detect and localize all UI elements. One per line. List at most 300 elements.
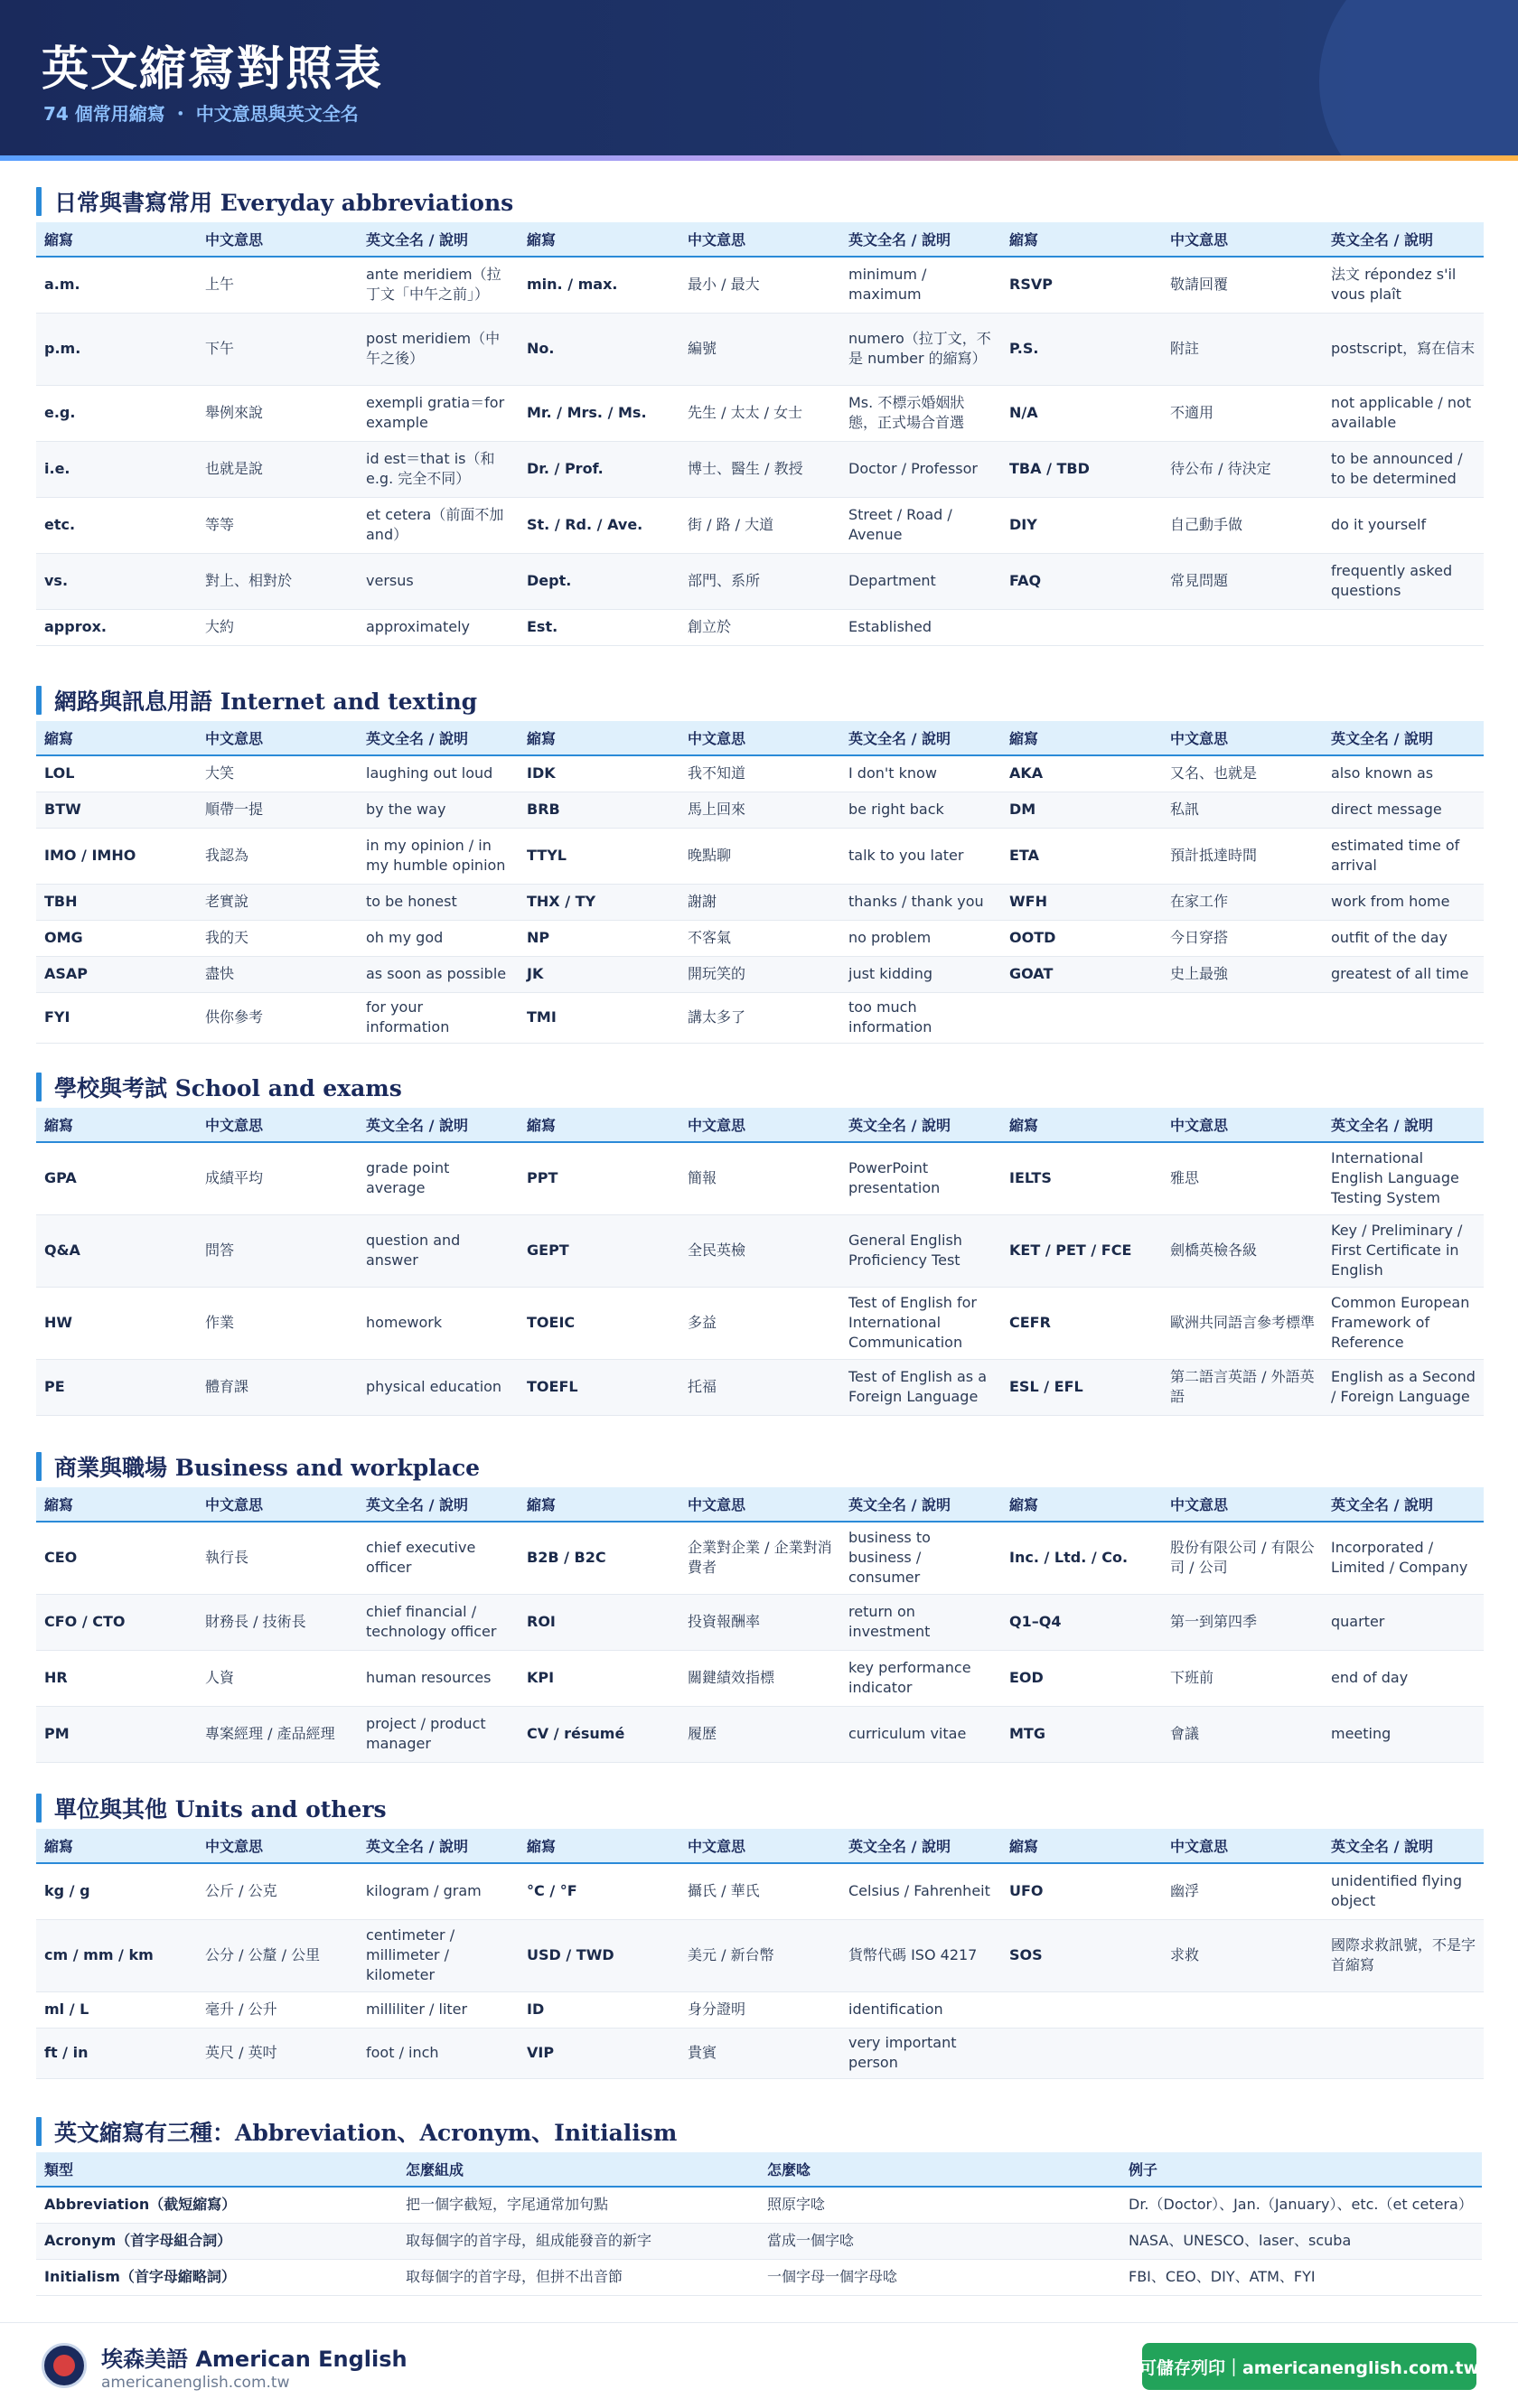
abbr-cell: approx. [36,609,197,645]
en-cell: unidentified flying object [1323,1863,1484,1919]
zh-cell: 下午 [197,313,358,385]
en-cell: greatest of all time [1323,956,1484,992]
abbr-cell: St. / Rd. / Ave. [519,497,679,553]
section-heading [36,2111,1482,2152]
table-header-row [36,1487,1484,1522]
en-cell: not applicable / not available [1323,385,1484,441]
abbr-cell: ASAP [36,956,197,992]
en-cell: Key / Preliminary / First Certificate in English [1323,1214,1484,1287]
zh-cell: 開玩笑的 [679,956,840,992]
zh-cell: 求救 [1162,1919,1323,1991]
en-cell: direct message [1323,792,1484,828]
zh-cell: 自己動手做 [1162,497,1323,553]
zh-cell: 老實說 [197,884,358,920]
abbr-cell: Dr. / Prof. [519,441,679,497]
en-cell: 國際求救訊號，不是字首縮寫 [1323,1919,1484,1991]
abbreviation-table [36,721,1484,1044]
column-header-zh: 中文意思 [1162,222,1323,257]
zh-cell: 第一到第四季 [1162,1594,1323,1650]
abbr-cell: i.e. [36,441,197,497]
column-header: 怎麼唸 [759,2152,1120,2187]
zh-cell: 雅思 [1162,1142,1323,1214]
abbreviation-table [36,1487,1484,1763]
en-cell: Celsius / Fahrenheit [840,1863,1001,1919]
column-header-zh: 中文意思 [197,721,358,755]
abbr-cell: TOEIC [519,1287,679,1359]
en-cell: homework [358,1287,519,1359]
table-row [36,1991,1484,2028]
abbr-cell: GEPT [519,1214,679,1287]
detail-cell: 取每個字的首字母，但拼不出音節 [398,2259,759,2295]
en-cell: to be announced / to be determined [1323,441,1484,497]
zh-cell: 問答 [197,1214,358,1287]
column-header-abbr: 縮寫 [1001,1108,1162,1142]
en-cell: chief executive officer [358,1522,519,1594]
zh-cell: 人資 [197,1650,358,1706]
zh-cell [1162,1991,1323,2028]
column-header-zh: 中文意思 [197,1108,358,1142]
abbr-cell: HR [36,1650,197,1706]
en-cell: I don't know [840,755,1001,792]
zh-cell: 創立於 [679,609,840,645]
column-header-en: 英文全名 / 說明 [1323,1829,1484,1863]
column-header: 怎麼組成 [398,2152,759,2187]
page-header [0,0,1518,155]
abbr-cell: a.m. [36,257,197,313]
page-title: 英文縮寫對照表 [42,42,384,97]
zh-cell: 身分證明 [679,1991,840,2028]
table-row [36,609,1484,645]
column-header-zh: 中文意思 [679,1829,840,1863]
table-row [36,553,1484,609]
zh-cell [1162,992,1323,1043]
detail-cell: Dr.（Doctor）、Jan.（January）、etc.（et cetera） [1120,2187,1482,2223]
en-cell: outfit of the day [1323,920,1484,956]
column-header-zh: 中文意思 [197,1829,358,1863]
abbr-cell: KET / PET / FCE [1001,1214,1162,1287]
en-cell: Doctor / Professor [840,441,1001,497]
abbr-cell: PE [36,1359,197,1415]
zh-cell: 簡報 [679,1142,840,1214]
column-header-en: 英文全名 / 說明 [840,1487,1001,1522]
zh-cell: 大約 [197,609,358,645]
abbr-cell: PPT [519,1142,679,1214]
en-cell: Test of English as a Foreign Language [840,1359,1001,1415]
abbr-cell: ID [519,1991,679,2028]
abbr-cell: Inc. / Ltd. / Co. [1001,1522,1162,1594]
zh-cell: 私訊 [1162,792,1323,828]
en-cell: ante meridiem（拉丁文「中午之前」） [358,257,519,313]
section-title: 單位與其他 Units and others [54,1796,387,1822]
en-cell: physical education [358,1359,519,1415]
abbr-cell: BRB [519,792,679,828]
en-cell: estimated time of arrival [1323,828,1484,884]
zh-cell: 投資報酬率 [679,1594,840,1650]
zh-cell: 先生 / 太太 / 女士 [679,385,840,441]
zh-cell: 多益 [679,1287,840,1359]
en-cell [1323,1991,1484,2028]
abbr-cell: TOEFL [519,1359,679,1415]
type-cell: Acronym（首字母組合詞） [36,2223,398,2259]
zh-cell: 公斤 / 公克 [197,1863,358,1919]
zh-cell: 街 / 路 / 大道 [679,497,840,553]
en-cell: thanks / thank you [840,884,1001,920]
abbr-cell: CEFR [1001,1287,1162,1359]
abbr-cell: ml / L [36,1991,197,2028]
section-accent-bar [36,187,42,216]
zh-cell: 舉例來說 [197,385,358,441]
abbreviation-table [36,1829,1484,2079]
table-row [36,956,1484,992]
column-header-zh: 中文意思 [679,1487,840,1522]
table-row [36,884,1484,920]
column-header-zh: 中文意思 [679,222,840,257]
abbr-cell: SOS [1001,1919,1162,1991]
abbr-cell: UFO [1001,1863,1162,1919]
zh-cell: 企業對企業 / 企業對消費者 [679,1522,840,1594]
detail-cell: 當成一個字唸 [759,2223,1120,2259]
abbr-cell: p.m. [36,313,197,385]
column-header-abbr: 縮寫 [1001,222,1162,257]
zh-cell: 博士、醫生 / 教授 [679,441,840,497]
table-row [36,257,1484,313]
abbr-cell [1001,609,1162,645]
zh-cell: 關鍵績效指標 [679,1650,840,1706]
abbr-cell: FAQ [1001,553,1162,609]
abbr-cell: HW [36,1287,197,1359]
column-header-abbr: 縮寫 [1001,1487,1162,1522]
en-cell: postscript，寫在信末 [1323,313,1484,385]
column-header-en: 英文全名 / 說明 [840,1829,1001,1863]
abbr-cell: etc. [36,497,197,553]
section-title: 日常與書寫常用 Everyday abbreviations [54,190,514,216]
abbr-cell: ETA [1001,828,1162,884]
column-header-abbr: 縮寫 [519,1829,679,1863]
column-header-en: 英文全名 / 說明 [358,1108,519,1142]
column-header-en: 英文全名 / 說明 [358,1829,519,1863]
column-header-zh: 中文意思 [679,721,840,755]
en-cell: Established [840,609,1001,645]
zh-cell [1162,2028,1323,2078]
zh-cell: 歐洲共同語言參考標準 [1162,1287,1323,1359]
zh-cell: 貴賓 [679,2028,840,2078]
en-cell: too much information [840,992,1001,1043]
en-cell: very important person [840,2028,1001,2078]
column-header: 類型 [36,2152,398,2187]
column-header-abbr: 縮寫 [36,1829,197,1863]
en-cell [1323,2028,1484,2078]
column-header-en: 英文全名 / 說明 [840,1108,1001,1142]
en-cell: Incorporated / Limited / Company [1323,1522,1484,1594]
zh-cell: 下班前 [1162,1650,1323,1706]
detail-cell: FBI、CEO、DIY、ATM、FYI [1120,2259,1482,2295]
column-header-zh: 中文意思 [197,222,358,257]
section-heading [36,181,1482,222]
en-cell: quarter [1323,1594,1484,1650]
abbr-cell: OMG [36,920,197,956]
en-cell: be right back [840,792,1001,828]
section-accent-bar [36,2117,42,2146]
zh-cell: 體育課 [197,1359,358,1415]
abbr-cell: KPI [519,1650,679,1706]
abbr-cell: ft / in [36,2028,197,2078]
en-cell: grade point average [358,1142,519,1214]
zh-cell: 成績平均 [197,1142,358,1214]
abbr-cell: e.g. [36,385,197,441]
abbr-cell: Mr. / Mrs. / Ms. [519,385,679,441]
abbr-cell: CFO / CTO [36,1594,197,1650]
page-footer [0,2322,1518,2408]
table-row [36,1359,1484,1415]
abbr-cell [1001,2028,1162,2078]
en-cell: foot / inch [358,2028,519,2078]
type-cell: Initialism（首字母縮略詞） [36,2259,398,2295]
save-print-button[interactable]: 可儲存列印｜americanenglish.com.tw [1142,2343,1476,2390]
section-accent-bar [36,686,42,715]
abbr-cell: CV / résumé [519,1706,679,1762]
abbr-cell: GOAT [1001,956,1162,992]
table-row [36,2259,1482,2295]
column-header-abbr: 縮寫 [519,721,679,755]
column-header-abbr: 縮寫 [1001,1829,1162,1863]
zh-cell: 馬上回來 [679,792,840,828]
column-header-abbr: 縮寫 [1001,721,1162,755]
abbr-cell: Est. [519,609,679,645]
column-header-en: 英文全名 / 說明 [358,1487,519,1522]
table-row [36,920,1484,956]
table-header-row [36,222,1484,257]
brand-logo-icon [42,2343,87,2388]
column-header-abbr: 縮寫 [36,222,197,257]
table-row [36,1594,1484,1650]
zh-cell: 在家工作 [1162,884,1323,920]
zh-cell: 攝氏 / 華氏 [679,1863,840,1919]
abbr-cell: CEO [36,1522,197,1594]
abbr-cell: OOTD [1001,920,1162,956]
zh-cell: 幽浮 [1162,1863,1323,1919]
abbr-cell: RSVP [1001,257,1162,313]
column-header-en: 英文全名 / 說明 [1323,1487,1484,1522]
en-cell: 貨幣代碼 ISO 4217 [840,1919,1001,1991]
section-title: 網路與訊息用語 Internet and texting [54,689,478,715]
en-cell: Test of English for International Communication [840,1287,1001,1359]
en-cell: human resources [358,1650,519,1706]
abbr-cell: °C / °F [519,1863,679,1919]
table-row [36,828,1484,884]
en-cell [1323,992,1484,1043]
en-cell: kilogram / gram [358,1863,519,1919]
en-cell: business to business / consumer [840,1522,1001,1594]
column-header-en: 英文全名 / 說明 [840,222,1001,257]
table-row [36,1919,1484,1991]
en-cell: minimum / maximum [840,257,1001,313]
zh-cell: 我的天 [197,920,358,956]
section-1 [36,181,1482,646]
zh-cell: 會議 [1162,1706,1323,1762]
table-row [36,1142,1484,1214]
zh-cell: 部門、系所 [679,553,840,609]
zh-cell: 財務長 / 技術長 [197,1594,358,1650]
section-types [36,2111,1482,2296]
en-cell: also known as [1323,755,1484,792]
table-row [36,1522,1484,1594]
abbr-cell: TMI [519,992,679,1043]
zh-cell: 不客氣 [679,920,840,956]
en-cell: Ms. 不標示婚姻狀態，正式場合首選 [840,385,1001,441]
table-row [36,2028,1484,2078]
abbr-cell: DIY [1001,497,1162,553]
zh-cell: 常見問題 [1162,553,1323,609]
en-cell: General English Proficiency Test [840,1214,1001,1287]
en-cell: to be honest [358,884,519,920]
abbr-cell: THX / TY [519,884,679,920]
zh-cell: 講太多了 [679,992,840,1043]
en-cell: et cetera（前面不加 and） [358,497,519,553]
table-header-row [36,2152,1482,2187]
abbr-cell: N/A [1001,385,1162,441]
table-header-row [36,721,1484,755]
column-header-en: 英文全名 / 說明 [1323,721,1484,755]
en-cell: chief financial / technology officer [358,1594,519,1650]
detail-cell: 把一個字截短，字尾通常加句點 [398,2187,759,2223]
table-row [36,792,1484,828]
abbr-cell: Dept. [519,553,679,609]
table-row [36,1706,1484,1762]
zh-cell: 最小 / 最大 [679,257,840,313]
abbr-cell: WFH [1001,884,1162,920]
abbr-cell: IDK [519,755,679,792]
en-cell: return on investment [840,1594,1001,1650]
detail-cell: NASA、UNESCO、laser、scuba [1120,2223,1482,2259]
table-row [36,1863,1484,1919]
abbreviation-table [36,1108,1484,1416]
column-header-zh: 中文意思 [1162,1487,1323,1522]
en-cell: work from home [1323,884,1484,920]
section-2 [36,679,1482,1044]
column-header-en: 英文全名 / 說明 [840,721,1001,755]
decorative-circle [1319,0,1518,155]
column-header-abbr: 縮寫 [519,1487,679,1522]
abbr-cell: DM [1001,792,1162,828]
section-accent-bar [36,1073,42,1101]
abbr-cell: JK [519,956,679,992]
en-cell: oh my god [358,920,519,956]
zh-cell: 上午 [197,257,358,313]
abbr-cell: EOD [1001,1650,1162,1706]
en-cell: English as a Second / Foreign Language [1323,1359,1484,1415]
en-cell: identification [840,1991,1001,2028]
en-cell: do it yourself [1323,497,1484,553]
table-row [36,385,1484,441]
zh-cell: 今日穿搭 [1162,920,1323,956]
column-header-zh: 中文意思 [679,1108,840,1142]
en-cell: numero（拉丁文，不是 number 的縮寫） [840,313,1001,385]
abbr-cell: B2B / B2C [519,1522,679,1594]
table-row [36,1214,1484,1287]
column-header-abbr: 縮寫 [36,721,197,755]
abbr-cell: vs. [36,553,197,609]
header-gradient-bar [0,155,1518,161]
en-cell: exempli gratia＝for example [358,385,519,441]
zh-cell: 大笑 [197,755,358,792]
zh-cell [1162,609,1323,645]
abbreviation-table [36,222,1484,646]
en-cell: laughing out loud [358,755,519,792]
zh-cell: 股份有限公司 / 有限公司 / 公司 [1162,1522,1323,1594]
abbr-cell: LOL [36,755,197,792]
en-cell: for your information [358,992,519,1043]
abbr-cell: FYI [36,992,197,1043]
zh-cell: 不適用 [1162,385,1323,441]
table-row [36,313,1484,385]
abbr-cell: VIP [519,2028,679,2078]
section-5 [36,1787,1482,2079]
section-3 [36,1066,1482,1416]
column-header-zh: 中文意思 [1162,721,1323,755]
abbr-cell: PM [36,1706,197,1762]
zh-cell: 執行長 [197,1522,358,1594]
zh-cell: 待公布 / 待決定 [1162,441,1323,497]
column-header-en: 英文全名 / 說明 [1323,222,1484,257]
en-cell: milliliter / liter [358,1991,519,2028]
types-table [36,2152,1482,2296]
abbr-cell [1001,1991,1162,2028]
type-cell: Abbreviation（截短縮寫） [36,2187,398,2223]
zh-cell: 附註 [1162,313,1323,385]
en-cell: project / product manager [358,1706,519,1762]
en-cell: meeting [1323,1706,1484,1762]
zh-cell: 劍橋英檢各級 [1162,1214,1323,1287]
zh-cell: 史上最強 [1162,956,1323,992]
table-header-row [36,1108,1484,1142]
table-row [36,1650,1484,1706]
abbr-cell: TBA / TBD [1001,441,1162,497]
en-cell: no problem [840,920,1001,956]
column-header-en: 英文全名 / 說明 [358,721,519,755]
zh-cell: 履歷 [679,1706,840,1762]
column-header-abbr: 縮寫 [519,222,679,257]
en-cell: question and answer [358,1214,519,1287]
abbr-cell: AKA [1001,755,1162,792]
abbr-cell: TTYL [519,828,679,884]
en-cell: id est＝that is（和 e.g. 完全不同） [358,441,519,497]
abbr-cell: min. / max. [519,257,679,313]
zh-cell: 公分 / 公釐 / 公里 [197,1919,358,1991]
en-cell: International English Language Testing System [1323,1142,1484,1214]
zh-cell: 等等 [197,497,358,553]
column-header-en: 英文全名 / 說明 [358,222,519,257]
zh-cell: 供你參考 [197,992,358,1043]
abbr-cell: IMO / IMHO [36,828,197,884]
abbr-cell: ROI [519,1594,679,1650]
en-cell: Street / Road / Avenue [840,497,1001,553]
zh-cell: 我認為 [197,828,358,884]
column-header-abbr: 縮寫 [519,1108,679,1142]
zh-cell: 對上、相對於 [197,553,358,609]
en-cell: talk to you later [840,828,1001,884]
section-accent-bar [36,1794,42,1822]
en-cell: as soon as possible [358,956,519,992]
table-row [36,2223,1482,2259]
column-header-en: 英文全名 / 說明 [1323,1108,1484,1142]
section-title: 英文縮寫有三種：Abbreviation、Acronym、Initialism [54,2120,678,2146]
abbr-cell: ESL / EFL [1001,1359,1162,1415]
page-subtitle: 74 個常用縮寫 ・ 中文意思與英文全名 [43,103,359,125]
abbr-cell: TBH [36,884,197,920]
zh-cell: 預計抵達時間 [1162,828,1323,884]
abbr-cell [1001,992,1162,1043]
en-cell: Department [840,553,1001,609]
